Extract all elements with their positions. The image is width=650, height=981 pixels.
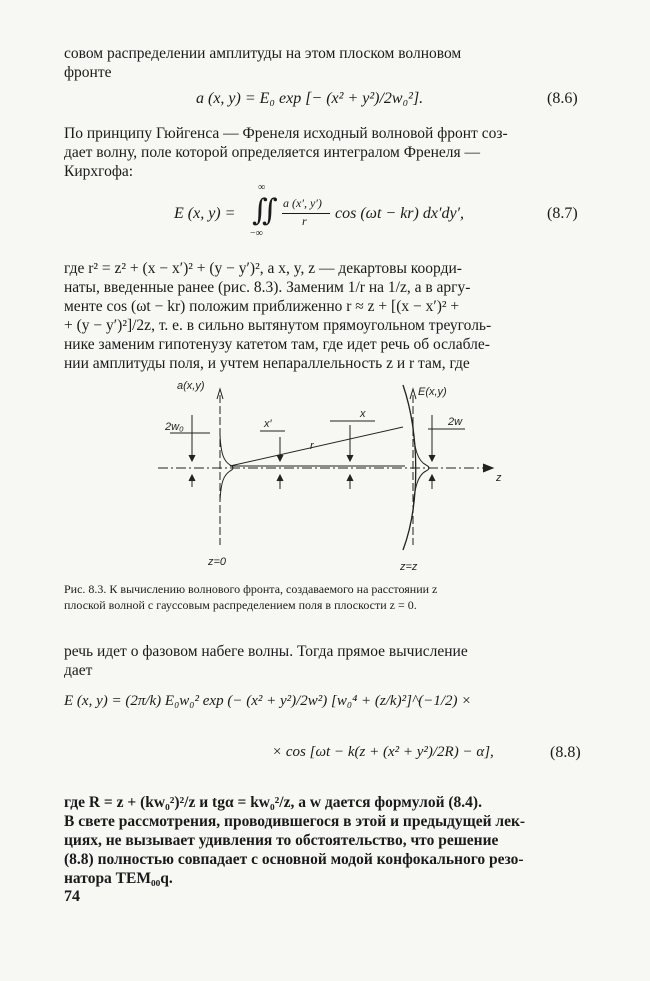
integral-upper-limit: ∞ (258, 182, 266, 193)
integral-lower-limit: −∞ (250, 228, 263, 239)
label-E: E(x,y) (418, 386, 447, 398)
equation-number: (8.8) (550, 744, 581, 761)
text-line: наты, введенные ранее (рис. 8.3). Заменим 1/r на 1/z, а в аргу- (64, 279, 471, 296)
label-zz: z=z (400, 561, 418, 573)
eq87-lhs: E (x, y) = (174, 205, 236, 222)
double-integral-sign: ∬ (252, 194, 278, 227)
fraction-denominator: r (302, 214, 307, 228)
equation-8-8-line2: × cos [ωt − k(z + (x² + y²)/2R) − α], (272, 744, 494, 760)
text-line: В свете рассмотрения, проводившегося в этой и предыдущей лек- (64, 813, 526, 830)
text-line: По принципу Гюйгенса — Френеля исходный волновой фронт соз- (64, 125, 508, 142)
text-line: где R = z + (kw₀²)²/z и tgα = kw₀²/z, а w дается формулой (8.4). (64, 794, 482, 811)
text-line: речь идет о фазовом набеге волны. Тогда прямое вычисление (64, 643, 468, 660)
text-line: натора TEM₀₀q. (64, 870, 173, 887)
text-line: фронте (64, 64, 112, 81)
arrow-head (429, 455, 435, 461)
arrow-head (189, 475, 195, 481)
arrow-head (277, 475, 283, 481)
arrow-head (277, 455, 283, 461)
text-line: Кирхгофа: (64, 163, 134, 180)
label-r: r (310, 440, 314, 452)
arrow-head (189, 455, 195, 461)
text-line: нии амплитуды поля, и учтем непараллельность z и r там, где (64, 355, 470, 372)
label-z0: z=0 (208, 556, 227, 568)
text-line: совом распределении амплитуды на этом плоском волновом (64, 45, 462, 62)
text-line: где r² = z² + (x − x′)² + (y − y′)², а x, y, z — декартовы коорди- (64, 260, 462, 277)
figure-8-3 (150, 375, 520, 575)
eq87-rest: cos (ωt − kr) dx′dy′, (335, 205, 465, 222)
text-line: дает (64, 662, 93, 679)
equation-number: (8.7) (547, 205, 578, 222)
label-2w0: 2w₀ (165, 421, 184, 433)
arrow-head (347, 475, 353, 481)
text-line: + (y − y′)²]/2z, т. е. в сильно вытянутом прямоугольном треуголь- (64, 317, 492, 334)
text-line: циях, не вызывает удивления то обстоятельство, что решение (64, 832, 499, 849)
text-line: нике заменим гипотенузу катетом там, где идет речь об ослабле- (64, 336, 490, 353)
text-line: дает волну, поле которой определяется интегралом Френеля — (64, 144, 480, 161)
label-2w: 2w (448, 416, 463, 428)
fraction-numerator: a (x′, y′) (283, 196, 322, 210)
r-line (230, 427, 403, 466)
equation-8-6: a (x, y) = E₀ exp [− (x² + y²)/2w₀²]. (196, 90, 424, 107)
label-a: a(x,y) (177, 380, 205, 392)
label-xprime: x′ (264, 418, 272, 430)
z-axis-arrow (483, 464, 493, 472)
label-z: z (496, 472, 502, 484)
label-x: x (360, 408, 366, 420)
equation-number: (8.6) (547, 90, 578, 107)
arrow-head (347, 455, 353, 461)
text-line: (8.8) полностью совпадает с основной модой конфокального резо- (64, 851, 524, 868)
arrow-head (429, 475, 435, 481)
figure-caption-line: Рис. 8.3. К вычислению волнового фронта, создаваемого на расстоянии z (64, 582, 438, 596)
text-line: менте cos (ωt − kr) положим приближенно r ≈ z + [(x − x′)² + (64, 298, 460, 315)
equation-8-8-line1: E (x, y) = (2π/k) E₀w₀² exp (− (x² + y²)/2w²) [w₀⁴ + (z/k)²]^(−1/2) × (64, 693, 472, 709)
figure-caption-line: плоской волной с гауссовым распределением поля в плоскости z = 0. (64, 598, 417, 612)
page-number: 74 (64, 888, 80, 905)
